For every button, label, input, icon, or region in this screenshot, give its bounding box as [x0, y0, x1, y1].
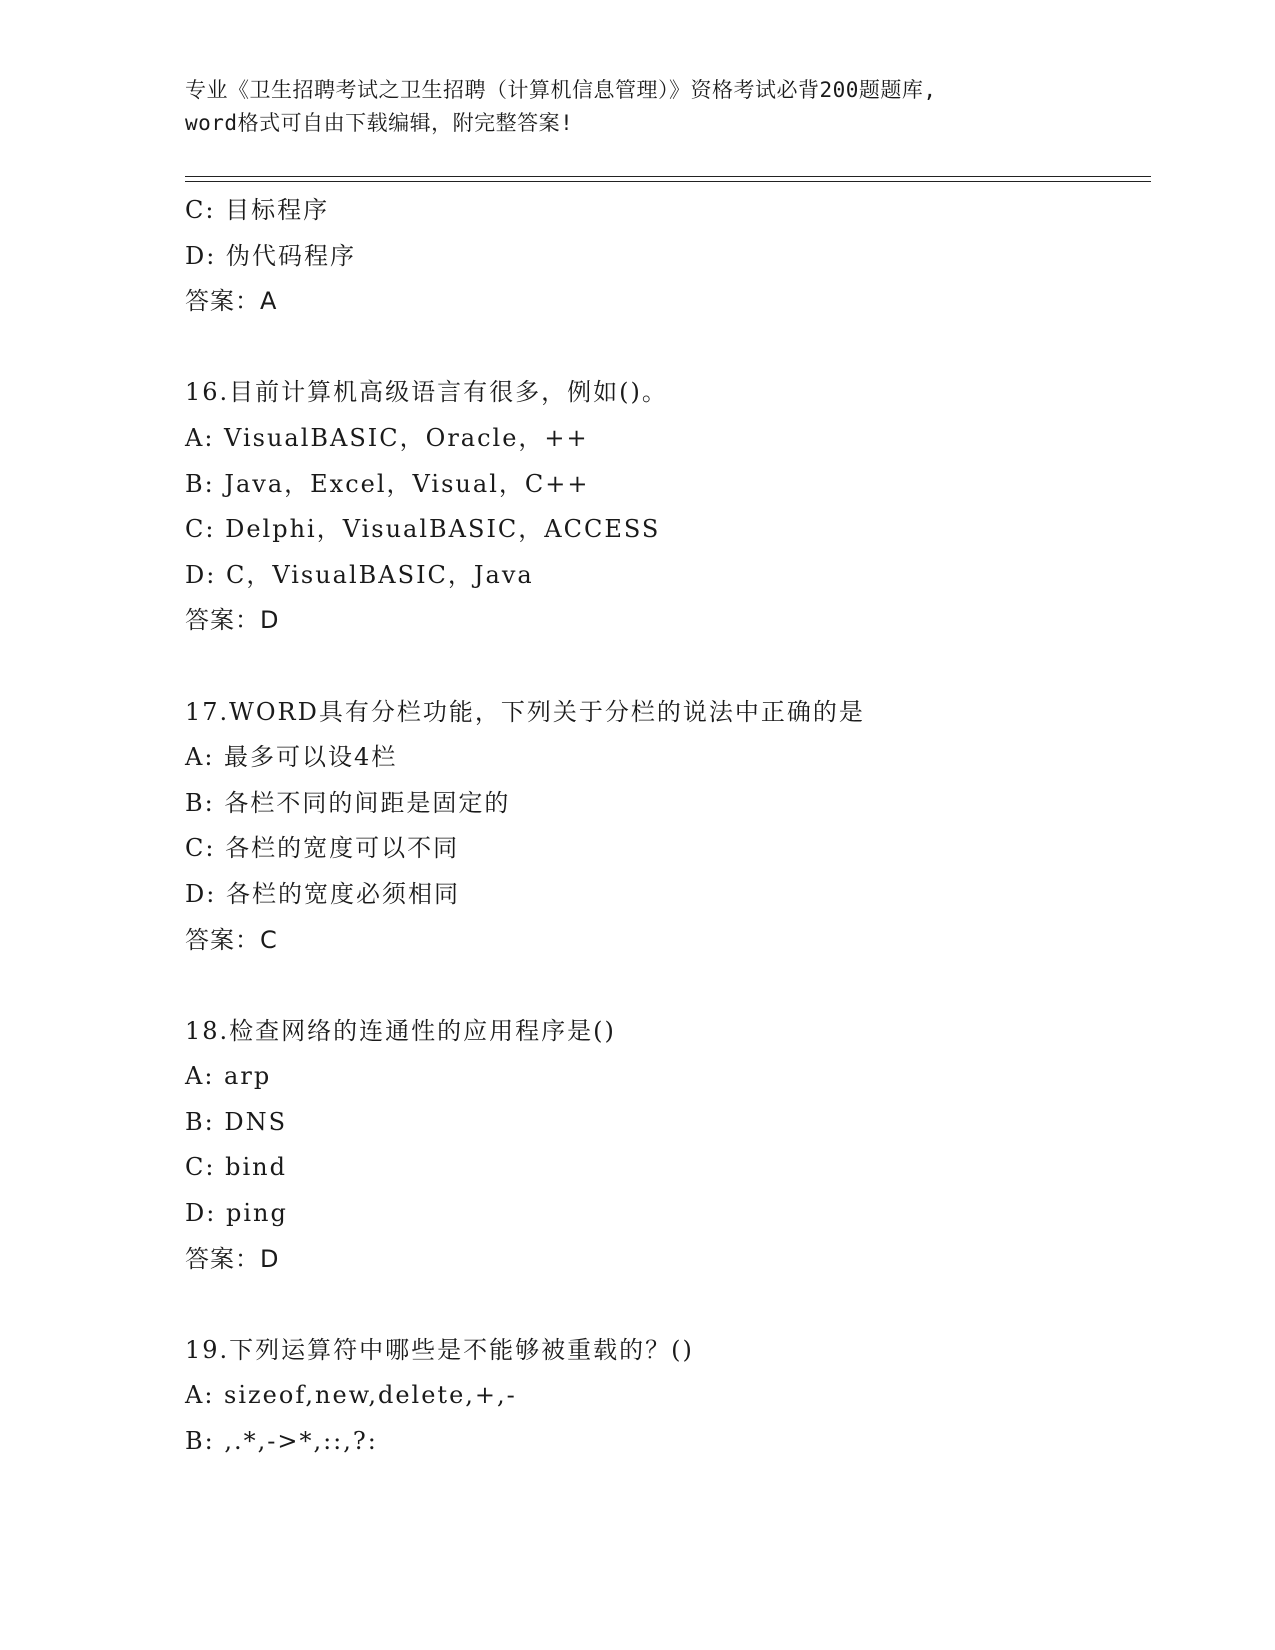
question-stem: 18.检查网络的连通性的应用程序是()	[185, 1016, 616, 1045]
question-18	[185, 1009, 1145, 1283]
question-gap	[185, 1282, 1145, 1328]
answer-line: 答案：A	[185, 287, 278, 316]
option-b: B: 各栏不同的间距是固定的	[185, 788, 511, 817]
question-stem: 17.WORD具有分栏功能，下列关于分栏的说法中正确的是	[185, 697, 865, 726]
answer-line: 答案：D	[185, 1244, 280, 1273]
question-16	[185, 370, 1145, 644]
question-list	[185, 188, 1145, 1465]
option-a: A: VisualBASIC，Oracle，++	[185, 423, 589, 452]
answer-line: 答案：C	[185, 925, 278, 954]
option-d: D: 伪代码程序	[185, 241, 356, 270]
header-divider-top	[185, 176, 1151, 177]
header-subtitle-line: word格式可自由下载编辑，附完整答案!	[185, 111, 574, 135]
question-gap	[185, 325, 1145, 371]
header-divider-bottom	[185, 181, 1151, 182]
option-d: D: 各栏的宽度必须相同	[185, 879, 460, 908]
option-c: C: 目标程序	[185, 196, 330, 224]
option-b: B: ,.*,->*,::,?:	[185, 1427, 378, 1456]
question-stem: 16.目前计算机高级语言有很多，例如()。	[185, 378, 668, 407]
question-19	[185, 1328, 1145, 1465]
option-d: D: ping	[185, 1199, 288, 1228]
option-d: D: C，VisualBASIC，Java	[185, 560, 534, 589]
answer-line: 答案：D	[185, 606, 280, 635]
option-b: B: DNS	[185, 1107, 288, 1136]
question-15-continued	[185, 188, 1145, 325]
question-gap	[185, 963, 1145, 1009]
option-c: C: bind	[185, 1153, 287, 1182]
header-title-line: 专业《卫生招聘考试之卫生招聘（计算机信息管理）》资格考试必背200题题库,	[185, 78, 937, 102]
question-stem: 19.下列运算符中哪些是不能够被重载的？()	[185, 1335, 694, 1364]
option-a: A: sizeof,new,delete,+,-	[185, 1381, 517, 1410]
option-c: C: 各栏的宽度可以不同	[185, 834, 460, 863]
option-c: C: Delphi，VisualBASIC，ACCESS	[185, 515, 661, 544]
option-b: B: Java，Excel，Visual，C++	[185, 469, 590, 498]
option-a: A: 最多可以设4栏	[185, 743, 398, 772]
option-a: A: arp	[185, 1062, 272, 1091]
document-header	[185, 74, 1085, 140]
question-17	[185, 690, 1145, 964]
question-gap	[185, 644, 1145, 690]
